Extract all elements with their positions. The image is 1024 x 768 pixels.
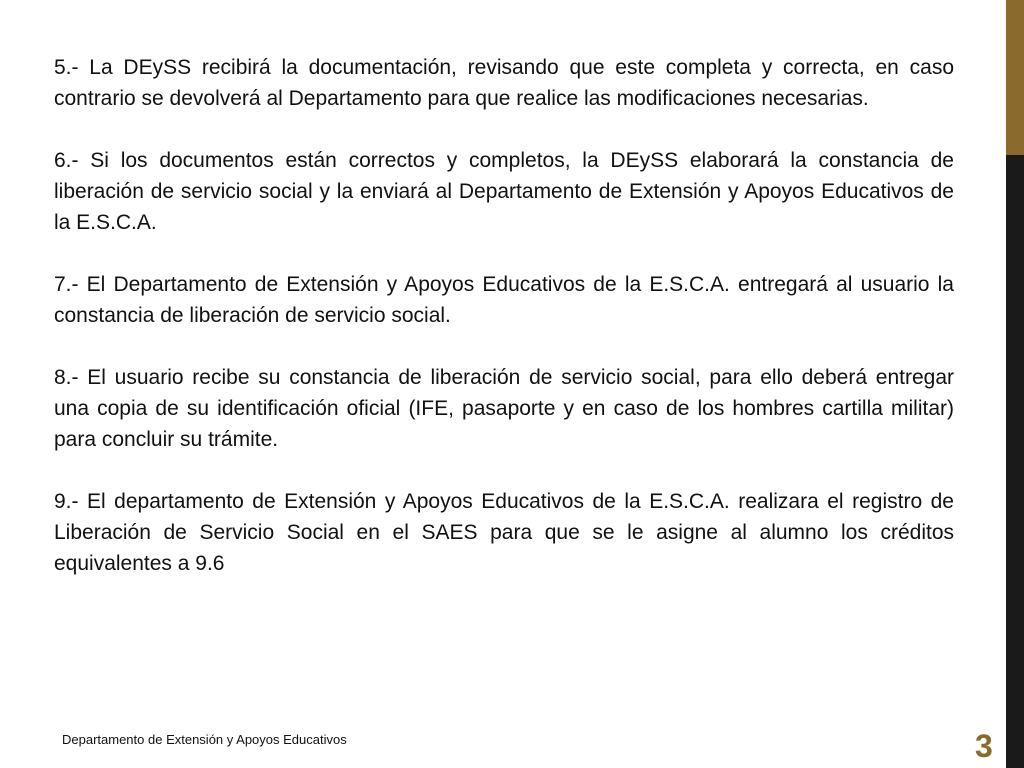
accent-bar-bottom — [1006, 155, 1024, 768]
paragraph-step-8: 8.- El usuario recibe su constancia de liberación de servicio social, para ello deberá entregar una copia de su identificación oficial (IFE, pasaporte y en caso de los hombres cartilla militar) para concluir su trámite. — [54, 366, 954, 451]
paragraph-step-5: 5.- La DEySS recibirá la documentación, revisando que este completa y correcta, en caso contrario se devolverá al Departamento para que realice las modificaciones necesarias. — [54, 56, 954, 110]
accent-bar-top — [1006, 0, 1024, 155]
paragraph-step-7: 7.- El Departamento de Extensión y Apoyos Educativos de la E.S.C.A. entregará al usuario la constancia de liberación de servicio social. — [54, 273, 954, 327]
footer-department: Departamento de Extensión y Apoyos Educativos — [62, 732, 347, 747]
paragraph-step-9: 9.- El departamento de Extensión y Apoyos Educativos de la E.S.C.A. realizara el registro de Liberación de Servicio Social en el SAES para que se le asigne al alumno los créditos equivalentes a 9.6 — [54, 490, 954, 575]
paragraph-step-6: 6.- Si los documentos están correctos y completos, la DEySS elaborará la constancia de liberación de servicio social y la enviará al Departamento de Extensión y Apoyos Educativos de la E.S.C.A. — [54, 149, 954, 234]
slide-number: 3 — [975, 728, 993, 764]
slide-content — [54, 52, 954, 610]
